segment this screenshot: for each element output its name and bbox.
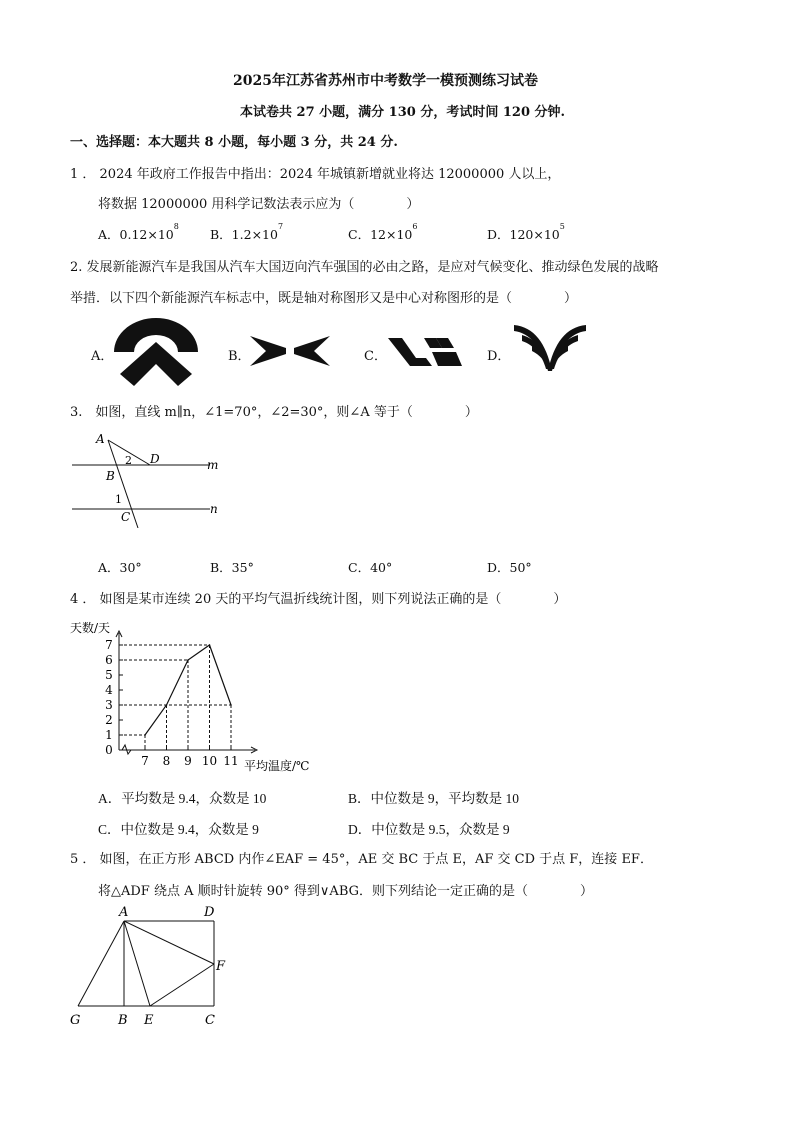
chart-y-tick-label: 2 <box>105 713 113 727</box>
exam-subtitle: 本试卷共 27 小题，满分 130 分，考试时间 120 分钟. <box>240 105 566 120</box>
q5-label-f: F <box>216 959 226 974</box>
q5-stem-line2: 将△ADF 绕点 A 顺时针旋转 90° 得到∨ABG．则下列结论一定正确的是（ ） <box>98 884 594 899</box>
q2-stem-line1: 2. 发展新能源汽车是我国从汽车大国迈向汽车强国的必由之路，是应对气候变化、推动绿色发展的战略 <box>70 260 659 275</box>
q5-label-d: D <box>204 905 215 920</box>
q5-figure <box>68 902 238 1030</box>
q3-option-b: B．35° <box>210 560 254 575</box>
q1-stem-line1: 1 ． 2024 年政府工作报告中指出：2024 年城镇新增就业将达 12000000 人以上， <box>70 167 561 182</box>
q1-option-a: A．$0.12\times 10^8$ <box>98 222 179 242</box>
q3-option-a: A．30° <box>98 560 142 575</box>
q2-logo-a <box>112 316 200 388</box>
q4-option-b: B．中位数是 9，平均数是 10 <box>348 791 520 806</box>
q3-stem: 3. 如图，直线 m∥n，∠1=70°，∠2=30°，则∠A 等于（ ） <box>70 405 478 420</box>
q5-label-a: A <box>119 905 129 920</box>
q5-label-b: B <box>118 1013 128 1028</box>
q5-stem-line1: 5 ． 如图，在正方形 ABCD 内作∠EAF = 45°，AE 交 BC 于点 E，AF 交 CD 于点 F，连接 EF． <box>70 852 653 867</box>
q3-label-m: m <box>207 458 219 472</box>
chart-y-tick-label: 1 <box>105 728 113 742</box>
q4-line-chart <box>70 616 330 776</box>
q4-stem: 4 ． 如图是某市连续 20 天的平均气温折线统计图，则下列说法正确的是（ ） <box>70 592 567 607</box>
q4-option-a: A．平均数是 9.4，众数是 10 <box>98 791 267 806</box>
q1-option-c: C．$12\times 10^6$ <box>348 222 418 242</box>
chart-y-tick-label: 4 <box>105 683 113 697</box>
q2-option-c-label: C． <box>364 349 387 364</box>
chart-y-tick-label: 0 <box>105 743 113 757</box>
q2-option-d-label: D． <box>487 349 511 364</box>
q2-option-a-label: A． <box>91 349 114 364</box>
chart-x-tick-label: 7 <box>141 754 149 768</box>
q5-label-g: G <box>70 1013 81 1028</box>
q3-label-c: C <box>121 510 131 524</box>
q4-option-d: D．中位数是 9.5，众数是 9 <box>348 822 510 837</box>
q3-label-b: B <box>106 469 115 483</box>
q2-logo-c <box>386 334 466 370</box>
exam-title: 2025年江苏省苏州市中考数学一模预测练习试卷 <box>233 73 538 89</box>
q3-label-2: 2 <box>125 454 132 467</box>
chart-y-tick-label: 7 <box>105 638 113 652</box>
q3-label-1: 1 <box>115 493 122 506</box>
chart-y-tick-label: 3 <box>105 698 113 712</box>
chart-y-axis-label: 天数/天 <box>70 621 111 635</box>
q1-option-d: D．$120\times 10^5$ <box>487 222 565 242</box>
q3-label-n: n <box>210 502 218 516</box>
q3-label-a: A <box>96 432 105 446</box>
q1-option-b: B．$1.2\times 10^7$ <box>210 222 284 242</box>
q3-option-c: C．40° <box>348 560 393 575</box>
chart-x-tick-label: 11 <box>223 754 239 768</box>
chart-data-point <box>230 704 232 706</box>
q4-option-c: C．中位数是 9.4，众数是 9 <box>98 822 259 837</box>
chart-data-point <box>187 659 189 661</box>
chart-data-point <box>166 704 168 706</box>
q5-label-c: C <box>205 1013 215 1028</box>
chart-y-tick-label: 5 <box>105 668 113 682</box>
q3-figure <box>70 428 230 528</box>
chart-x-tick-label: 9 <box>184 754 192 768</box>
q2-option-b-label: B． <box>228 349 251 364</box>
q5-label-e: E <box>144 1013 154 1028</box>
chart-data-point <box>144 734 146 736</box>
section-heading: 一、选择题：本大题共 8 小题，每小题 3 分，共 24 分. <box>70 135 398 150</box>
chart-y-tick-label: 6 <box>105 653 113 667</box>
chart-x-tick-label: 8 <box>162 754 171 768</box>
q3-label-d: D <box>150 452 160 466</box>
chart-x-axis-label: 平均温度/℃ <box>244 759 310 773</box>
chart-x-tick-label: 10 <box>201 754 218 768</box>
q2-logo-d <box>512 323 588 373</box>
q2-logo-b <box>248 334 332 368</box>
q3-option-d: D．50° <box>487 560 532 575</box>
q2-stem-line2: 举措．以下四个新能源汽车标志中，既是轴对称图形又是中心对称图形的是（ ） <box>70 291 578 306</box>
q1-stem-line2: 将数据 12000000 用科学记数法表示应为（ ） <box>98 197 420 212</box>
chart-data-point <box>209 644 211 646</box>
